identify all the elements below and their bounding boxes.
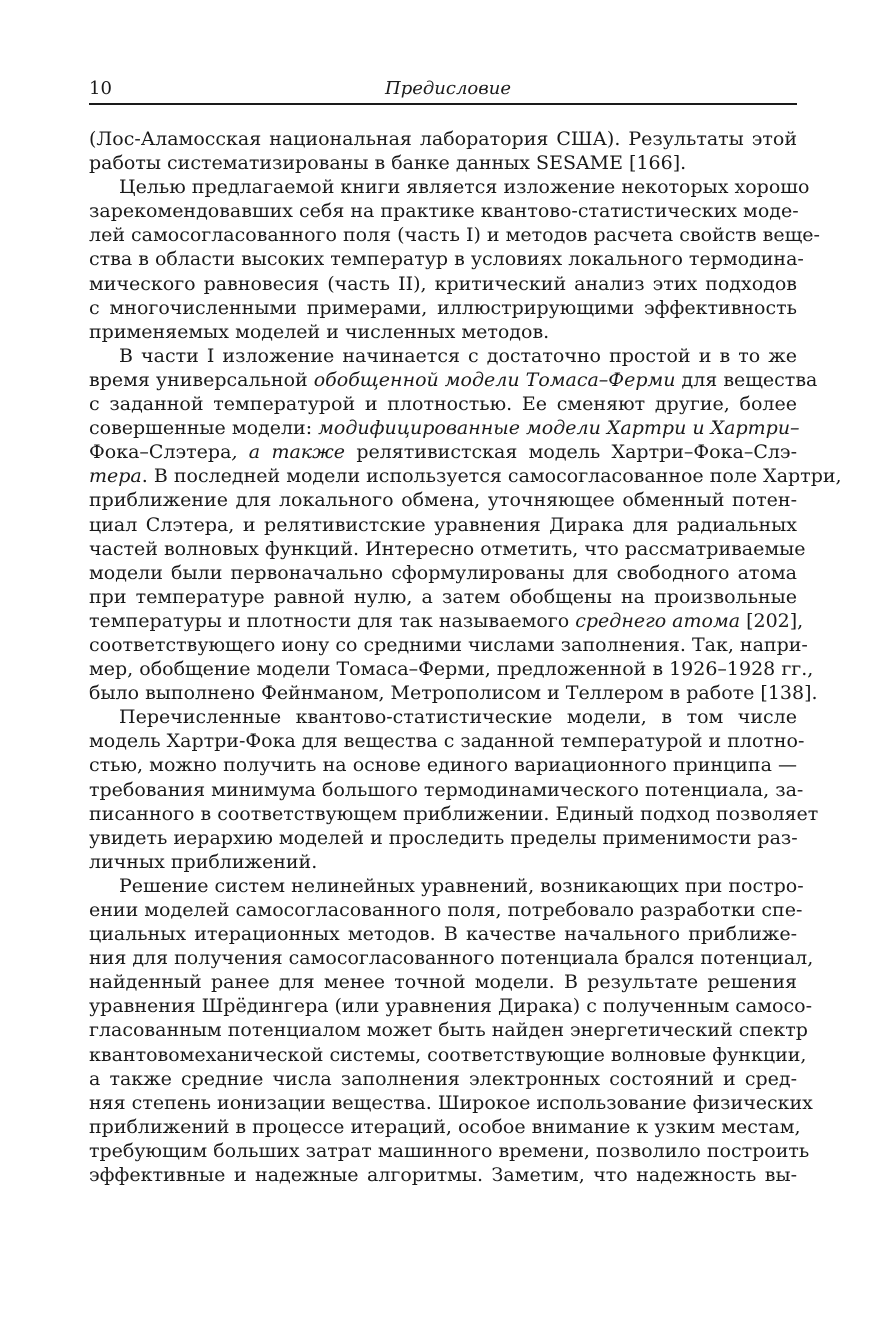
text-line: было выполнено Фейнманом, Метрополисом и Теллером в работе [138]. [89,682,818,705]
text-line: совершенные модели: модифицированные модели Хартри и Хартри– [89,417,800,440]
text-line: с заданной температурой и плотностью. Ее сменяют другие, более [89,393,797,416]
text-line: няя степень ионизации вещества. Широкое использование физических [89,1091,813,1114]
paragraph [89,874,814,1187]
text-line: писанного в соответствующем приближении. Единый подход позволяет [89,802,819,825]
text-line: требования минимума большого термодинамического потенциала, за- [89,778,804,801]
text-line: ении моделей самосогласованного поля, потребовало разработки спе- [89,899,803,921]
text-line: работы систематизированы в банке данных SESAME [166]. [89,152,687,175]
text-line: циал Слэтера, и релятивистские уравнения Дирака для радиальных [89,513,797,536]
emphasis: модифицированные модели Хартри и Хартри– [318,417,800,440]
text-line: В части I изложение начинается с достаточно простой и в то же [119,344,797,367]
text-line: зарекомендовавших себя на практике квантово-статистических моде- [89,200,799,223]
text-line: стью, можно получить на основе единого вариационного принципа — [89,754,797,777]
text-line: температуры и плотности для так называемого среднего атома [202], [89,609,804,632]
paragraph [89,175,820,344]
text-line: мического равновесия (часть II), критический анализ этих подходов [89,272,797,295]
text-line: уравнения Шрёдингера (или уравнения Дирака) с полученным самосо- [89,995,812,1018]
text-line: модель Хартри-Фока для вещества с заданной температурой и плотно- [89,730,805,753]
running-header [89,78,797,105]
text-line: при температуре равной нулю, а затем обобщены на произвольные [89,585,797,608]
text-line: приближение для локального обмена, уточняющее обменный потен- [89,489,797,512]
page-number: 10 [89,78,112,99]
emphasis: , а также [231,441,357,464]
text-line: ства в области высоких температур в условиях локального термодина- [89,248,804,271]
text-line: найденный ранее для менее точной модели. В результате решения [89,971,797,994]
emphasis: среднего атома [575,609,741,632]
text-line: личных приближений. [89,850,318,873]
text-line: Фока–Слэтера, а также релятивистская модель Хартри–Фока–Слэ- [89,441,797,464]
text-line: эффективные и надежные алгоритмы. Заметим, что надежность вы- [89,1164,797,1187]
text-line: частей волновых функций. Интересно отметить, что рассматриваемые [89,537,806,560]
text-line: требующим больших затрат машинного времени, позволило построить [89,1139,810,1162]
text-line: приближений в процессе итераций, особое внимание к узким местам, [89,1115,801,1138]
text-line: лей самосогласованного поля (часть I) и методов расчета свойств веще- [89,224,820,247]
running-title: Предисловие [385,78,511,99]
text-line: гласованным потенциалом может быть найден энергетический спектр [89,1019,808,1042]
text-line: Целью предлагаемой книги является изложение некоторых хорошо [119,176,810,199]
body-text [89,127,842,1187]
emphasis: обобщенной модели Томаса–Ферми [313,368,676,391]
text-line: мер, обобщение модели Томаса–Ферми, предложенной в 1926–1928 гг., [89,658,814,681]
text-line: циальных итерационных методов. В качестве начального приближе- [89,923,797,946]
text-line: ния для получения самосогласованного потенциала брался потенциал, [89,947,814,970]
text-line: соответствующего иону со средними числами заполнения. Так, напри- [89,633,808,656]
paragraph [89,127,797,175]
text-line: увидеть иерархию моделей и проследить пределы применимости раз- [89,826,798,849]
paragraph [89,705,819,874]
text-line: применяемых моделей и численных методов. [89,320,550,343]
text-line: Перечисленные квантово-статистические модели, в том числе [119,706,797,729]
text-line: время универсальной обобщенной модели Томаса–Ферми для вещества [89,368,818,391]
text-line: (Лос-Аламосская национальная лаборатория США). Результаты этой [89,128,797,150]
text-line: тера. В последней модели используется самосогласованное поле Хартри, [89,465,842,488]
text-line: а также средние числа заполнения электронных состояний и сред- [89,1067,797,1090]
book-page [89,78,842,1187]
text-line: модели были первоначально сформулированы для свободного атома [89,561,797,584]
text-line: квантовомеханической системы, соответствующие волновые функции, [89,1043,807,1066]
text-line: с многочисленными примерами, иллюстрирующими эффективность [89,296,797,319]
emphasis: тера [89,465,142,488]
text-line: Решение систем нелинейных уравнений, возникающих при постро- [119,874,804,897]
paragraph [89,344,842,705]
